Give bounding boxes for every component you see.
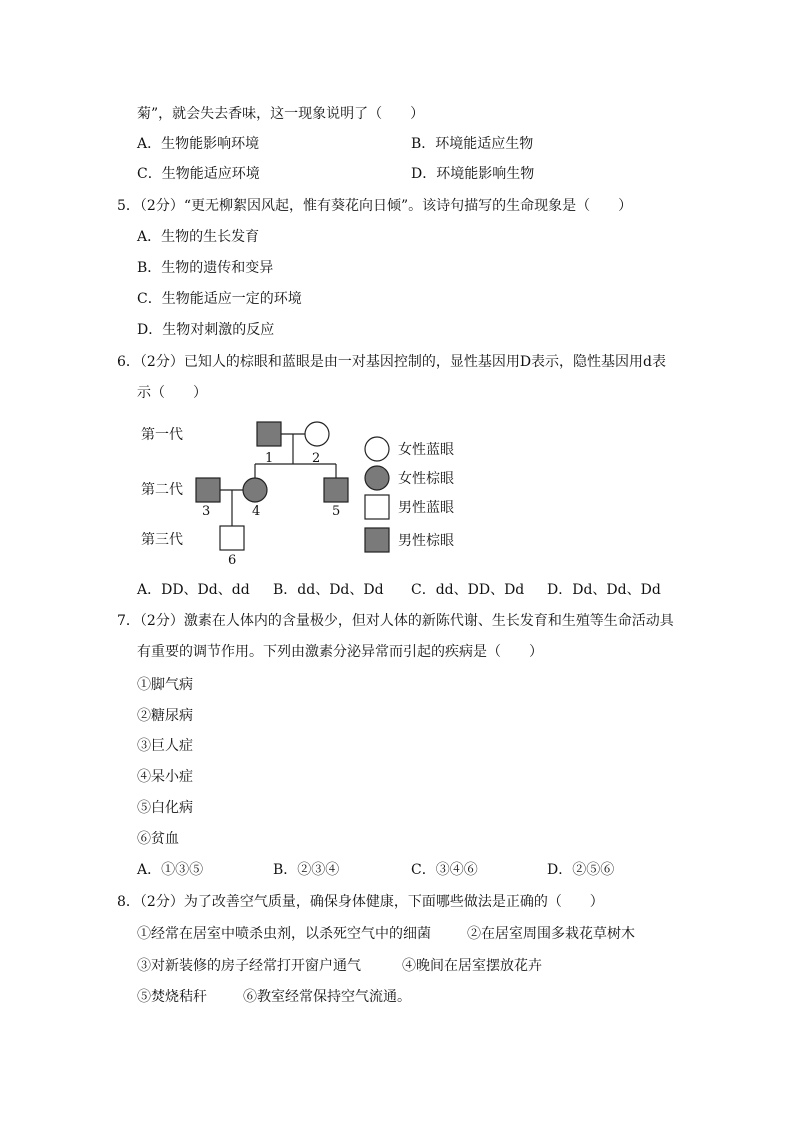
individual-number-3: 3 — [202, 504, 211, 519]
gen-label-3: 第三代 — [141, 532, 183, 548]
gen-label-2: 第二代 — [141, 482, 183, 498]
q4-option-c: C．生物能适应环境 — [137, 166, 260, 182]
q5-option-b: B．生物的遗传和变异 — [137, 260, 274, 276]
q7-item-3: ③巨人症 — [137, 738, 193, 754]
legend-symbol-male-brown — [365, 528, 389, 552]
q7-option-d: D．②⑤⑥ — [547, 862, 615, 878]
q4-continuation: 菊”，就会失去香味，这一现象说明了（ ） — [137, 106, 425, 122]
q7-stem-line2: 有重要的调节作用。下列由激素分泌异常而引起的疾病是（ ） — [137, 644, 543, 660]
individual-number-4: 4 — [252, 504, 261, 519]
legend-symbol-female-brown — [365, 466, 389, 490]
q7-item-2: ②糖尿病 — [137, 708, 193, 724]
q4-option-a: A．生物能影响环境 — [137, 136, 260, 152]
q7-item-6: ⑥贫血 — [137, 831, 179, 847]
q6-option-c: C．dd、DD、Dd — [411, 582, 525, 598]
q8-item-2: ②在居室周围多栽花草树木 — [467, 926, 635, 942]
q6-option-a: A．DD、Dd、dd — [137, 582, 250, 598]
q5-option-a: A．生物的生长发育 — [137, 229, 260, 245]
q8-stem: 8．（2分）为了改善空气质量，确保身体健康，下面哪些做法是正确的（ ） — [117, 894, 604, 910]
legend-label-female-brown: 女性棕眼 — [398, 471, 454, 487]
q7-item-1: ①脚气病 — [137, 677, 193, 693]
q8-item-4: ④晚间在居室摆放花卉 — [402, 958, 542, 974]
q4-option-d: D．环境能影响生物 — [411, 166, 535, 182]
legend-label-male-blue: 男性蓝眼 — [398, 500, 454, 516]
individual-5-male-brown — [324, 478, 348, 502]
individual-number-2: 2 — [312, 451, 321, 466]
q6-stem-line2: 示（ ） — [137, 385, 207, 401]
individual-1-male-brown — [257, 422, 281, 446]
legend-label-female-blue: 女性蓝眼 — [398, 442, 454, 458]
q7-item-4: ④呆小症 — [137, 769, 193, 785]
q6-option-d: D．Dd、Dd、Dd — [547, 582, 661, 598]
q6-stem-line1: 6．（2分）已知人的棕眼和蓝眼是由一对基因控制的，显性基因用D表示，隐性基因用d表 — [117, 354, 666, 370]
q7-option-b: B．②③④ — [273, 862, 340, 878]
individual-number-6: 6 — [228, 553, 237, 568]
q8-item-5: ⑤焚烧秸秆 — [137, 989, 207, 1005]
q7-stem-line1: 7．（2分）激素在人体内的含量极少，但对人体的新陈代谢、生长发育和生殖等生命活动具 — [117, 613, 674, 629]
q5-option-c: C．生物能适应一定的环境 — [137, 291, 302, 307]
individual-3-male-brown — [196, 478, 220, 502]
legend-symbol-female-blue — [365, 437, 389, 461]
legend-label-male-brown: 男性棕眼 — [398, 533, 454, 549]
q6-option-b: B．dd、Dd、Dd — [273, 582, 384, 598]
q7-option-c: C．③④⑥ — [411, 862, 478, 878]
individual-number-5: 5 — [332, 504, 341, 519]
q8-item-6: ⑥教室经常保持空气流通。 — [243, 989, 411, 1005]
individual-4-female-brown — [243, 478, 267, 502]
individual-2-female-blue — [305, 422, 329, 446]
legend-symbol-male-blue — [365, 495, 389, 519]
individual-number-1: 1 — [265, 451, 274, 466]
q4-option-b: B．环境能适应生物 — [411, 136, 534, 152]
q5-stem: 5．（2分）“更无柳絮因风起，惟有葵花向日倾”。该诗句描写的生命现象是（ ） — [117, 198, 633, 214]
gen-label-1: 第一代 — [141, 427, 183, 443]
q5-option-d: D．生物对刺激的反应 — [137, 322, 275, 338]
q7-item-5: ⑤白化病 — [137, 800, 193, 816]
q7-option-a: A．①③⑤ — [137, 862, 204, 878]
q8-item-1: ①经常在居室中喷杀虫剂，以杀死空气中的细菌 — [137, 926, 431, 942]
individual-6-male-blue — [220, 526, 244, 550]
q8-item-3: ③对新装修的房子经常打开窗户通气 — [137, 958, 361, 974]
